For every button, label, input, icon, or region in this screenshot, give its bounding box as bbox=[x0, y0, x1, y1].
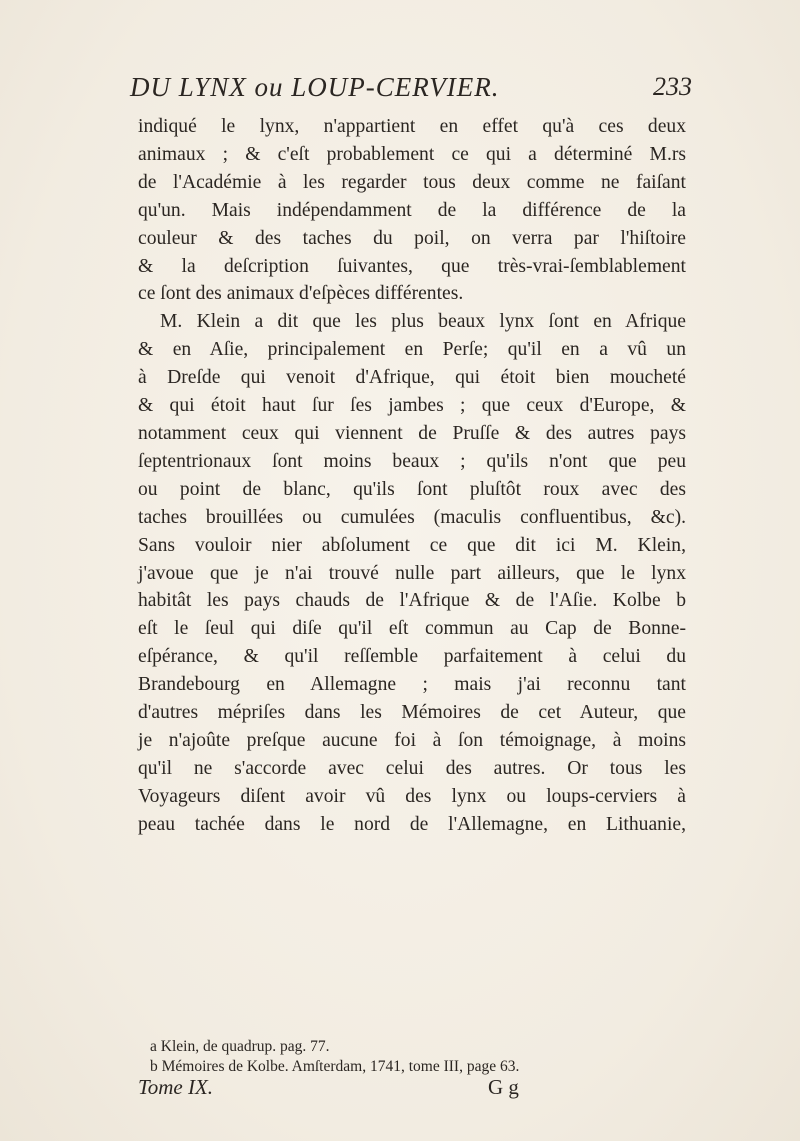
text-line: ſeptentrionaux ſont moins beaux ; qu'ils n'ont que peu bbox=[138, 450, 686, 472]
page-number: 233 bbox=[653, 72, 692, 101]
text-line: notamment ceux qui viennent de Pruſſe & des autres pays bbox=[138, 422, 686, 444]
page-header bbox=[122, 72, 692, 112]
text-line: indiqué le lynx, n'appartient en effet qu'à ces deux bbox=[138, 116, 686, 137]
footnote-a: a Klein, de quadrup. pag. 77. bbox=[150, 1038, 330, 1055]
text-line: j'avoue que je n'ai trouvé nulle part ailleurs, que le lynx bbox=[138, 562, 686, 584]
text-line: Voyageurs diſent avoir vû des lynx ou loups-cerviers à bbox=[138, 785, 686, 807]
footnote-b: b Mémoires de Kolbe. Amſterdam, 1741, tome III, page 63. bbox=[150, 1058, 520, 1075]
text-line: à Dreſde qui venoit d'Afrique, qui étoit bien moucheté bbox=[138, 367, 686, 389]
signature-mark: G g bbox=[488, 1075, 519, 1099]
text-line: & la deſcription ſuivantes, que très-vrai-ſemblablement bbox=[138, 255, 686, 277]
text-line: ce ſont des animaux d'eſpèces différentes. bbox=[138, 283, 464, 305]
running-title: DU LYNX ou LOUP-CERVIER. bbox=[130, 72, 500, 102]
text-line: ou point de blanc, qu'ils ſont pluſtôt roux avec des bbox=[138, 478, 686, 500]
body-text bbox=[138, 113, 686, 839]
text-line: eſpérance, & qu'il reſſemble parfaitement à celui du bbox=[138, 646, 686, 668]
text-line: je n'ajoûte preſque aucune foi à ſon témoignage, à moins bbox=[138, 729, 686, 751]
text-line: peau tachée dans le nord de l'Allemagne, en Lithuanie, bbox=[138, 813, 686, 835]
text-line: M. Klein a dit que les plus beaux lynx ſont en Afrique bbox=[160, 311, 686, 333]
page-footer bbox=[138, 1075, 686, 1101]
volume-label: Tome IX. bbox=[138, 1075, 214, 1099]
text-line: qu'un. Mais indépendamment de la différence de la bbox=[138, 199, 686, 221]
text-line: & qui étoit haut ſur ſes jambes ; que ceux d'Europe, & bbox=[138, 395, 686, 417]
text-line: habitât les pays chauds de l'Afrique & de l'Aſie. Kolbe b bbox=[138, 590, 686, 612]
text-line: couleur & des taches du poil, on verra par l'hiſtoire bbox=[138, 227, 686, 249]
text-line: qu'il ne s'accorde avec celui des autres. Or tous les bbox=[138, 757, 686, 779]
text-line: taches brouillées ou cumulées (maculis confluentibus, &c). bbox=[138, 506, 686, 528]
text-line: animaux ; & c'eſt probablement ce qui a déterminé M.rs bbox=[138, 143, 686, 165]
text-line: eſt le ſeul qui diſe qu'il eſt commun au Cap de Bonne- bbox=[138, 618, 686, 640]
text-line: d'autres mépriſes dans les Mémoires de cet Auteur, que bbox=[138, 702, 686, 724]
footnotes bbox=[150, 1037, 680, 1077]
text-line: Brandebourg en Allemagne ; mais j'ai reconnu tant bbox=[138, 674, 686, 696]
text-line: & en Aſie, principalement en Perſe; qu'il en a vû un bbox=[138, 339, 686, 361]
text-line: Sans vouloir nier abſolument ce que dit ici M. Klein, bbox=[138, 534, 686, 556]
text-line: de l'Académie à les regarder tous deux comme ne faiſant bbox=[138, 171, 686, 193]
